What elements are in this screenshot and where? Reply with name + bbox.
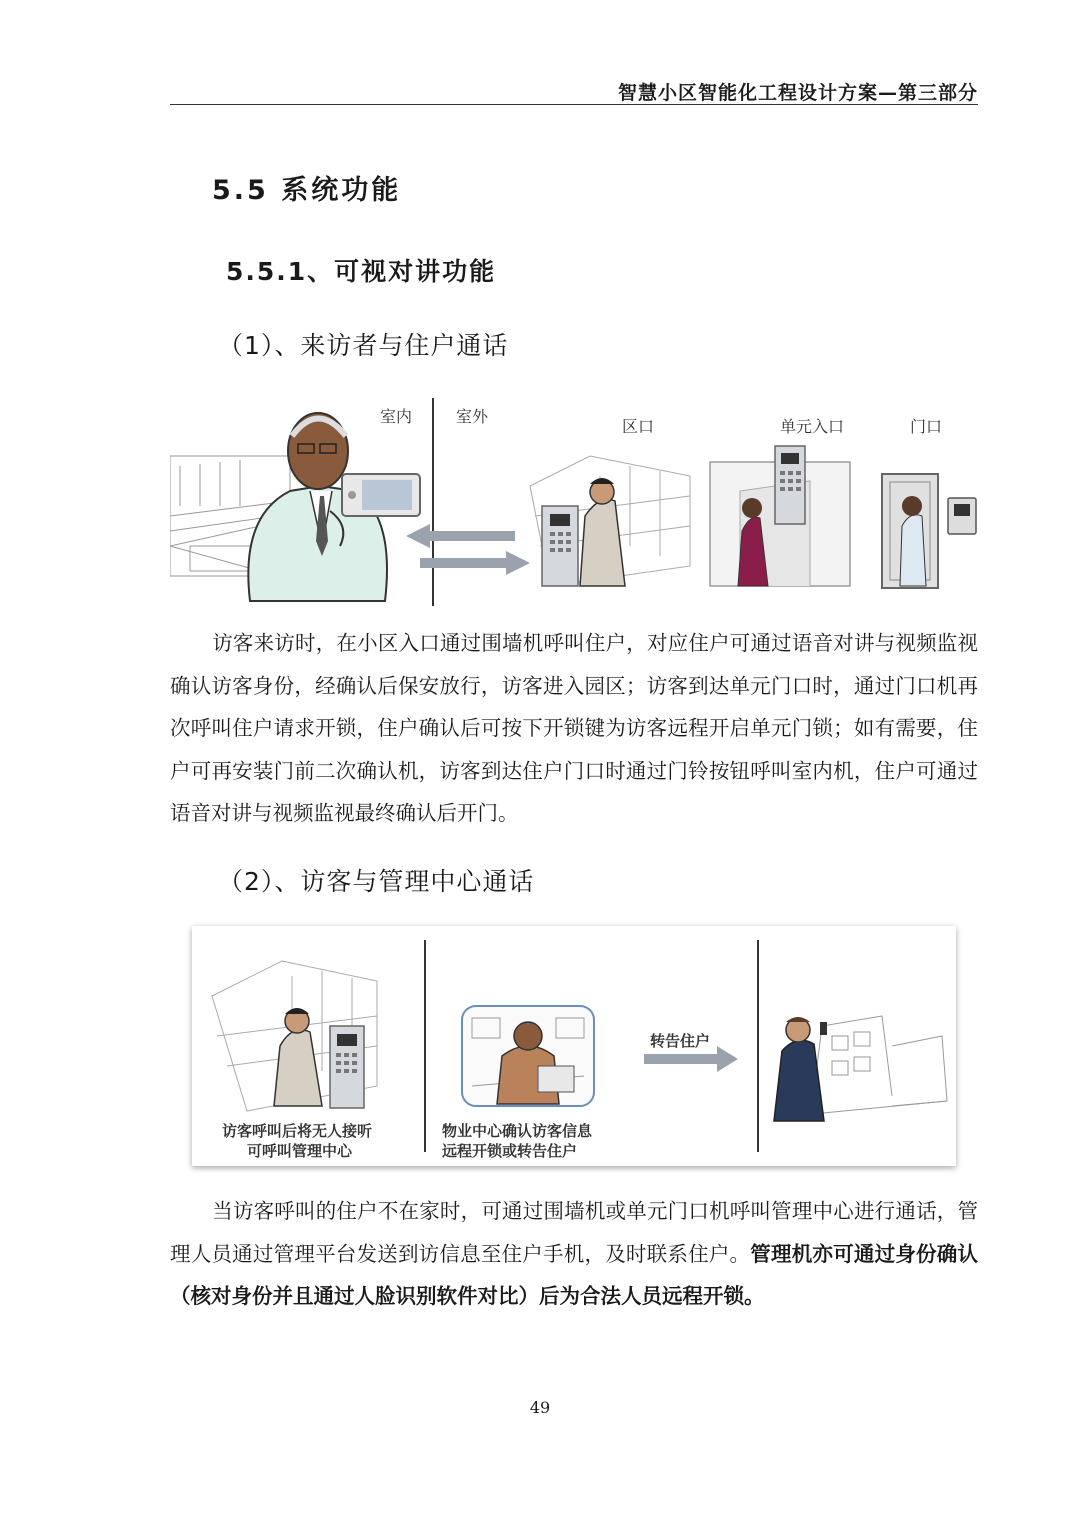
door-scene: [882, 474, 976, 588]
caption-left-line2: 可呼叫管理中心: [247, 1142, 353, 1160]
part2-paragraph-normal: 当访客呼叫的住户不在家时，可通过围墙机或单元门口机呼叫管理中心进行通话，管理人员通过管理平台发送到访信息至住户手机，及时联系住户。: [170, 1199, 978, 1266]
visitor-calling-scene: [212, 961, 377, 1111]
label-area-gate: 区口: [622, 417, 655, 436]
section-title: 5.5 系统功能: [212, 175, 402, 206]
part1-paragraph-text: 访客来访时，在小区入口通过围墙机呼叫住户，对应住户可通过语音对讲与视频监视确认访客身份，经确认后保安放行，访客进入园区；访客到达单元门口时，通过门口机再次呼叫住户请求开锁，住户确认后可按下开锁键为访客远程开启单元门锁；如有需要，住户可再安装门前二次确认机，访客到达住户门口时通过门铃按钮呼叫室内机，住户可通过语音对讲与视频监视最终确认后开门。: [170, 631, 978, 825]
label-outdoor: 室外: [456, 407, 489, 426]
arrow-label: 转告住户: [650, 1032, 711, 1050]
area-gate-scene: [530, 456, 690, 586]
label-door: 门口: [910, 417, 943, 436]
exchange-arrows-icon: [406, 524, 530, 575]
resident-phone-scene: [774, 1016, 947, 1121]
management-center-scene: [462, 1006, 594, 1106]
part2-paragraph: [170, 1190, 978, 1318]
visitor-management-figure: [192, 926, 956, 1166]
indoor-monitor-icon: [342, 474, 420, 516]
visitor-resident-figure: [170, 396, 980, 611]
unit-entrance-scene: [710, 446, 850, 586]
caption-mid-line2: 远程开锁或转告住户: [442, 1142, 578, 1160]
part1-paragraph: [170, 622, 978, 835]
part2-title: （2）、访客与管理中心通话: [218, 867, 535, 896]
header-title: 智慧小区智能化工程设计方案—第三部分: [617, 82, 978, 104]
label-unit-entrance: 单元入口: [780, 417, 845, 436]
label-indoor: 室内: [380, 407, 413, 426]
page-header: [170, 74, 978, 105]
subsection-title: 5.5.1、可视对讲功能: [226, 257, 497, 286]
page-number: 49: [529, 1398, 551, 1417]
caption-mid-line1: 物业中心确认访客信息: [442, 1122, 593, 1140]
part1-title: （1）、来访者与住户通话: [218, 331, 509, 360]
part2-paragraph-bold: 管理机亦可通过身份确认（核对身份并且通过人脸识别软件对比）后为合法人员远程开锁。: [170, 1241, 979, 1308]
caption-left-line1: 访客呼叫后将无人接听: [222, 1122, 373, 1140]
